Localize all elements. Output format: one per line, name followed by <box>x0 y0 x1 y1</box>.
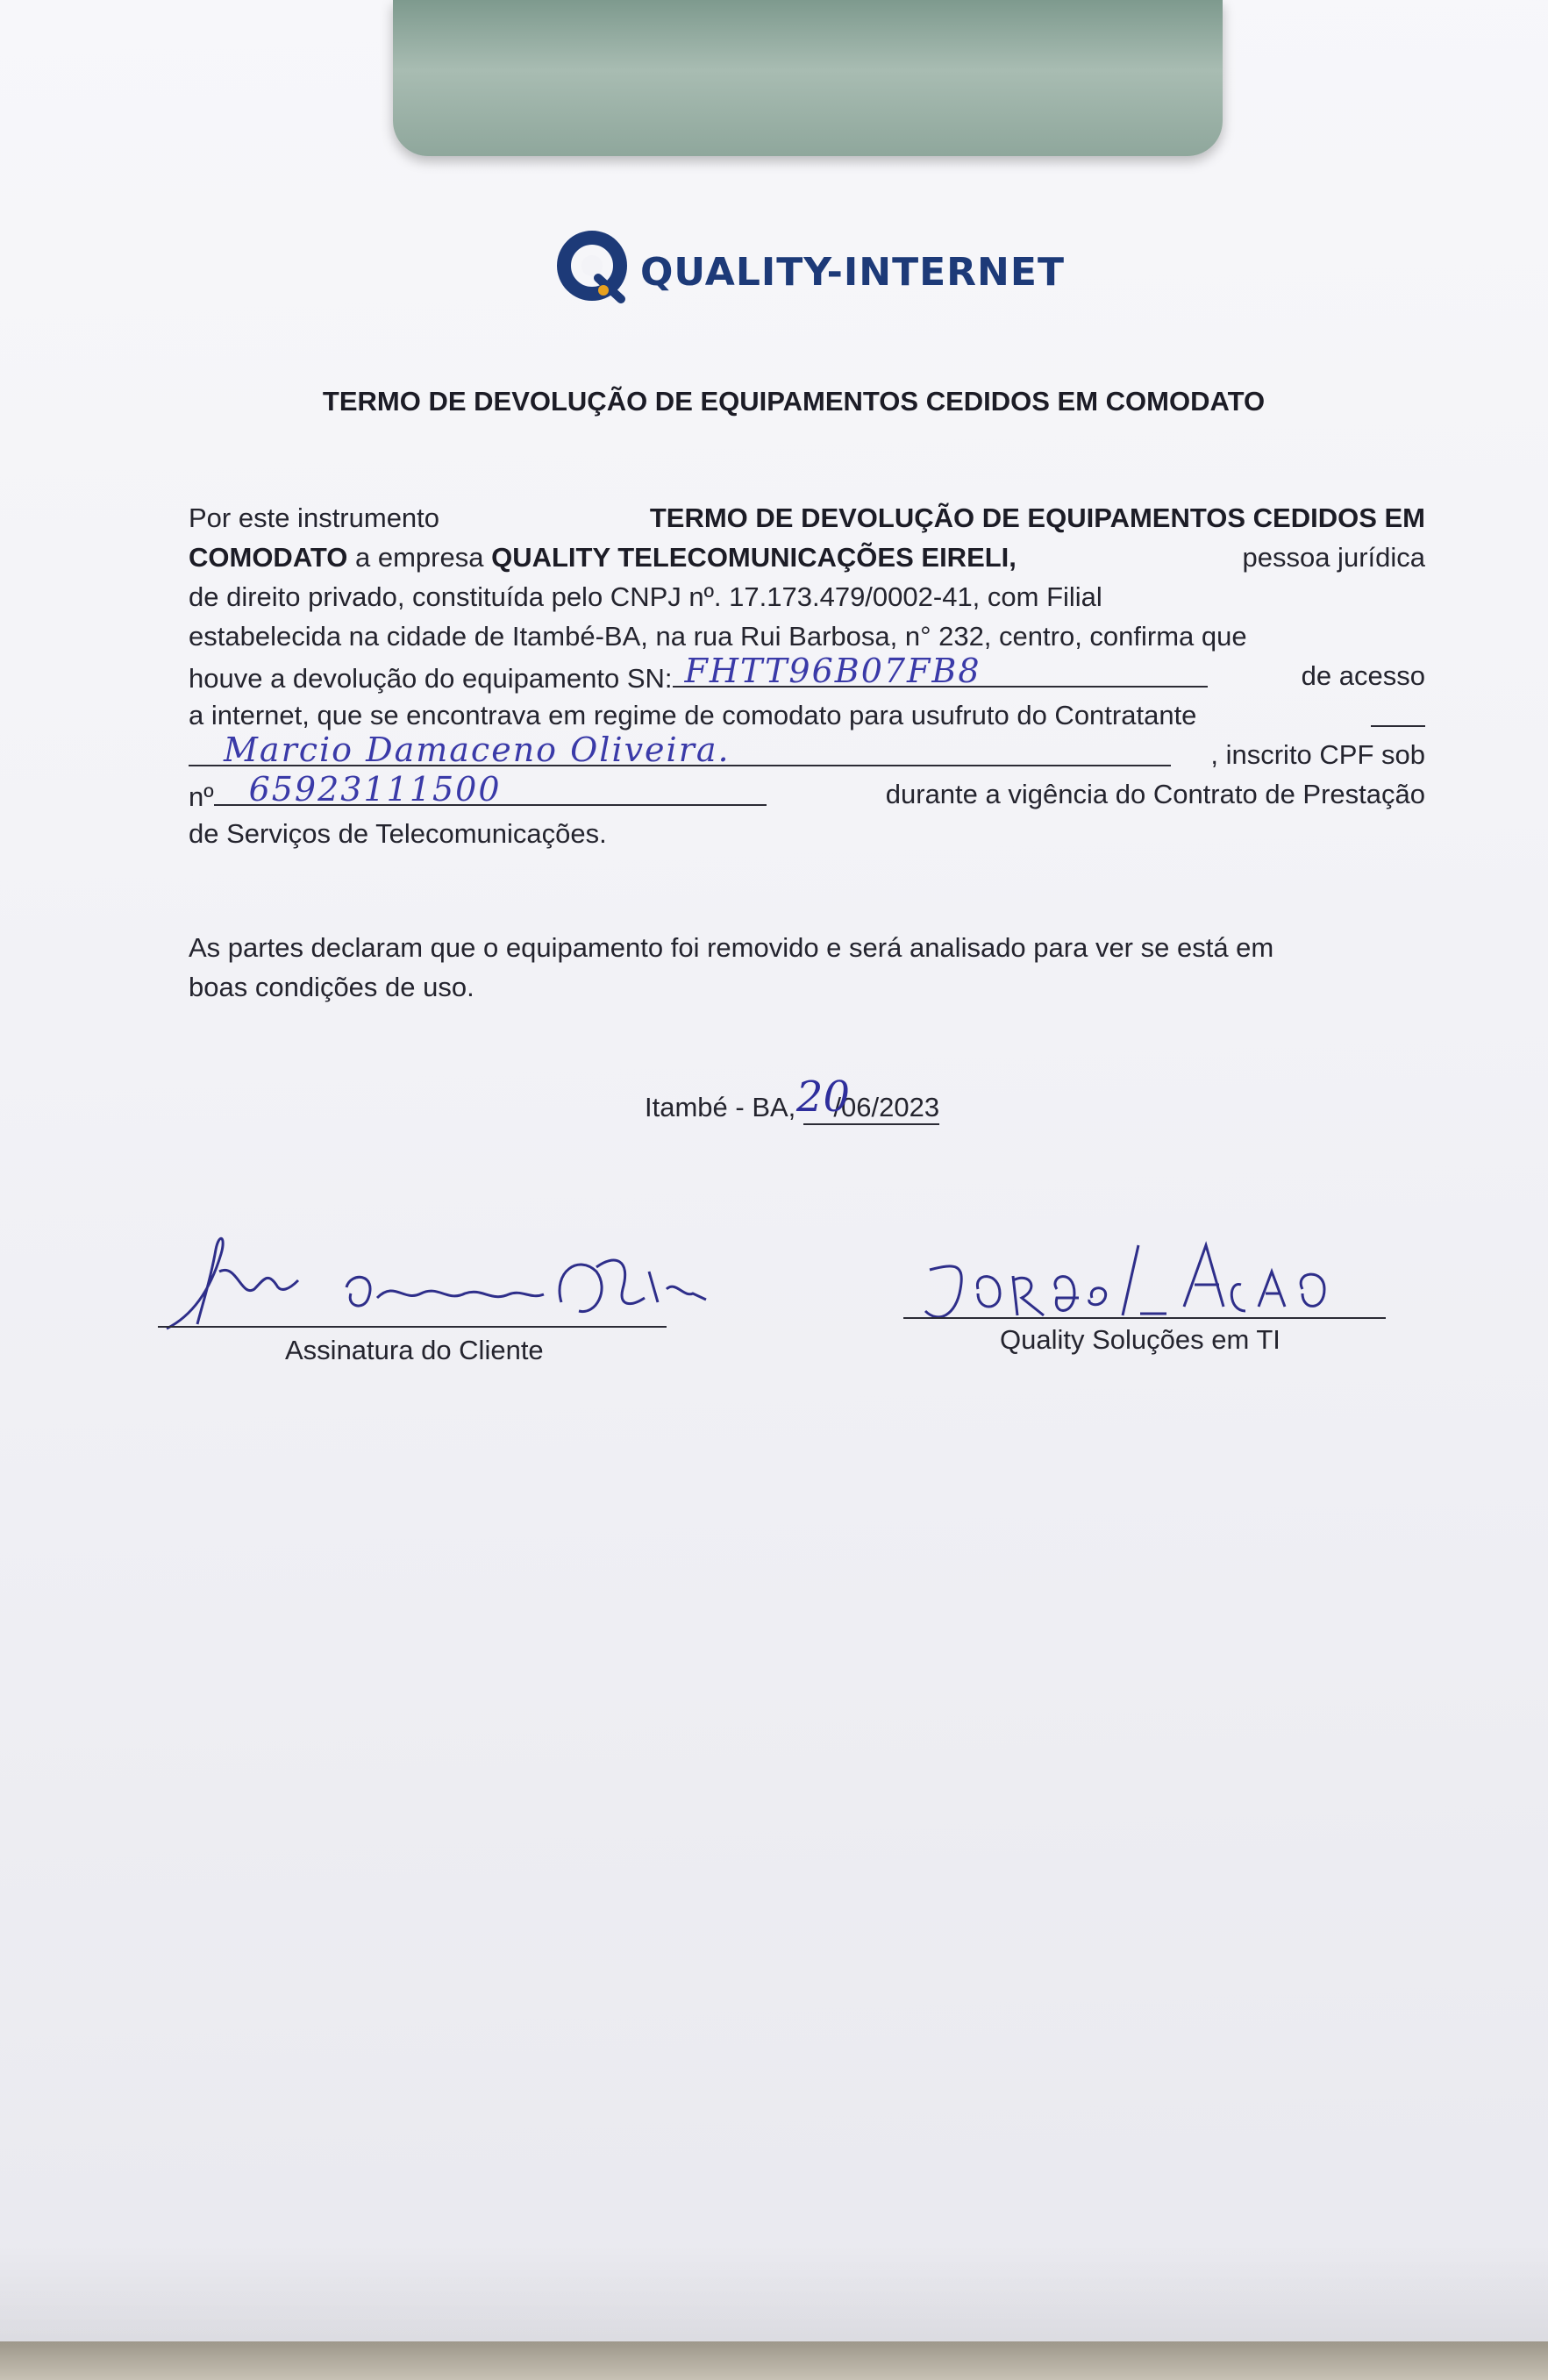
text-span: a empresa <box>347 542 492 573</box>
text-span: de direito privado, constituída pelo CNPJ nº. 17.173.479/0002-41, com Filial <box>189 581 1102 612</box>
date-rest: /06/2023 <box>833 1092 940 1122</box>
paragraph-line <box>189 652 1425 695</box>
logo-text: QUALITY-INTERNET <box>640 250 1065 295</box>
paragraph-line <box>189 928 1425 967</box>
text-span: Por este instrumento <box>189 502 440 533</box>
closing-paragraph <box>189 928 1425 1007</box>
company-signature-label: Quality Soluções em TI <box>1000 1324 1280 1355</box>
date-prefix: Itambé - BA, <box>645 1092 803 1122</box>
cpf-field <box>214 770 767 809</box>
paragraph-line <box>189 730 1425 774</box>
company-signature-line <box>903 1317 1386 1319</box>
paragraph-line <box>189 498 1425 538</box>
company-signature-block <box>903 1228 1395 1377</box>
bold-text: TERMO DE DEVOLUÇÃO DE EQUIPAMENTOS CEDIDOS EM <box>649 502 1425 533</box>
text-span <box>189 538 1017 577</box>
paragraph-line <box>189 616 1425 656</box>
text-span: durante a vigência do Contrato de Prestação <box>885 779 1425 809</box>
client-signature-line <box>158 1326 667 1328</box>
paragraph-line <box>189 695 1425 735</box>
text-span <box>189 770 767 814</box>
table-surface <box>0 2341 1548 2380</box>
text-span: As partes declaram que o equipamento foi removido e será analisado para ver se está em <box>189 932 1274 963</box>
text-span: de acesso <box>1301 660 1425 691</box>
serial-number-field <box>673 652 1208 690</box>
client-signature-block <box>158 1219 719 1368</box>
text-span: a internet, que se encontrava em regime de comodato para usufruto do Contratante <box>189 700 1197 730</box>
company-logo <box>553 224 1065 311</box>
handwritten-serial: FHTT96B07FB8 <box>684 652 981 690</box>
text-span: boas condições de uso. <box>189 972 474 1002</box>
bold-text: COMODATO <box>189 542 348 573</box>
clipboard-clip <box>393 0 1223 156</box>
handwritten-cpf: 65923111500 <box>248 770 502 809</box>
paragraph-line <box>189 538 1425 577</box>
paragraph-line <box>189 577 1425 616</box>
handwritten-client-name: Marcio Damaceno Oliveira. <box>224 730 731 769</box>
text-span: de Serviços de Telecomunicações. <box>189 818 607 849</box>
handwritten-day: 20 <box>795 1072 850 1122</box>
text-span: pessoa jurídica <box>1242 542 1425 573</box>
logo-q-icon <box>553 224 640 311</box>
document-title: TERMO DE DEVOLUÇÃO DE EQUIPAMENTOS CEDIDOS EM COMODATO <box>322 386 1266 417</box>
client-signature-label: Assinatura do Cliente <box>285 1335 544 1365</box>
paragraph-line <box>189 814 1425 853</box>
blank-field <box>1371 695 1425 727</box>
text-span: estabelecida na cidade de Itambé-BA, na rua Rui Barbosa, n° 232, centro, confirma que <box>189 621 1247 652</box>
main-paragraph <box>189 498 1425 853</box>
text-span: , inscrito CPF sob <box>1210 739 1425 770</box>
date-line <box>645 1072 940 1125</box>
date-field <box>795 1072 940 1125</box>
paragraph-line <box>189 967 1425 1007</box>
paper-shadow <box>0 2245 1548 2341</box>
client-name-field <box>189 730 1171 769</box>
text-span: nº <box>189 781 214 812</box>
client-signature-image <box>158 1219 719 1333</box>
text-span <box>189 652 1208 695</box>
company-name: QUALITY TELECOMUNICAÇÕES EIRELI, <box>491 542 1017 573</box>
paragraph-line <box>189 770 1425 814</box>
text-span: houve a devolução do equipamento SN: <box>189 663 673 694</box>
